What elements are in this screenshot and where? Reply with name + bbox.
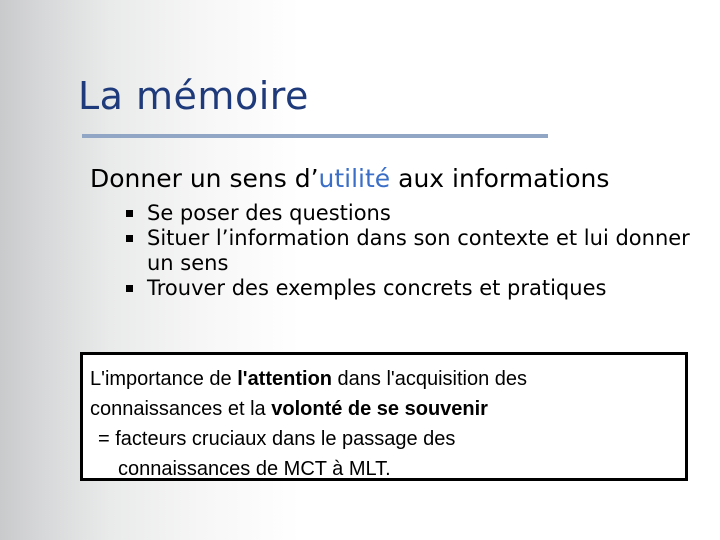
bullet-item [122, 226, 712, 276]
callout-bold-attention: l'attention [237, 368, 332, 390]
bullet-text: Trouver des exemples concrets et pratiques [147, 276, 607, 300]
slide-subtitle [90, 164, 609, 193]
slide-title: La mémoire [78, 74, 309, 118]
bullet-text: Se poser des questions [147, 201, 391, 225]
bullet-item [122, 276, 712, 301]
callout-bold-volonte: volonté de se souvenir [271, 398, 488, 420]
square-bullet-icon [126, 235, 133, 242]
callout-line-3: = facteurs cruciaux dans le passage des [98, 428, 456, 450]
bullet-text: Situer l’information dans son contexte et lui donner un sens [147, 226, 690, 275]
callout-line-2 [90, 394, 685, 424]
square-bullet-icon [126, 210, 133, 217]
callout-line-4: connaissances de MCT à MLT. [118, 458, 391, 480]
bullet-item [122, 201, 712, 226]
title-underline [82, 134, 548, 138]
subtitle-text-start: Donner un sens d’ [90, 164, 319, 193]
callout-text: L'importance de [90, 368, 238, 390]
bullet-list [122, 201, 712, 301]
callout-box [80, 352, 688, 481]
subtitle-text-end: aux informations [390, 164, 610, 193]
callout-line-1 [90, 364, 685, 394]
square-bullet-icon [126, 285, 133, 292]
callout-text: dans l'acquisition des [332, 368, 528, 390]
callout-text: connaissances et la [90, 398, 272, 420]
subtitle-accent-word: utilité [318, 164, 391, 193]
